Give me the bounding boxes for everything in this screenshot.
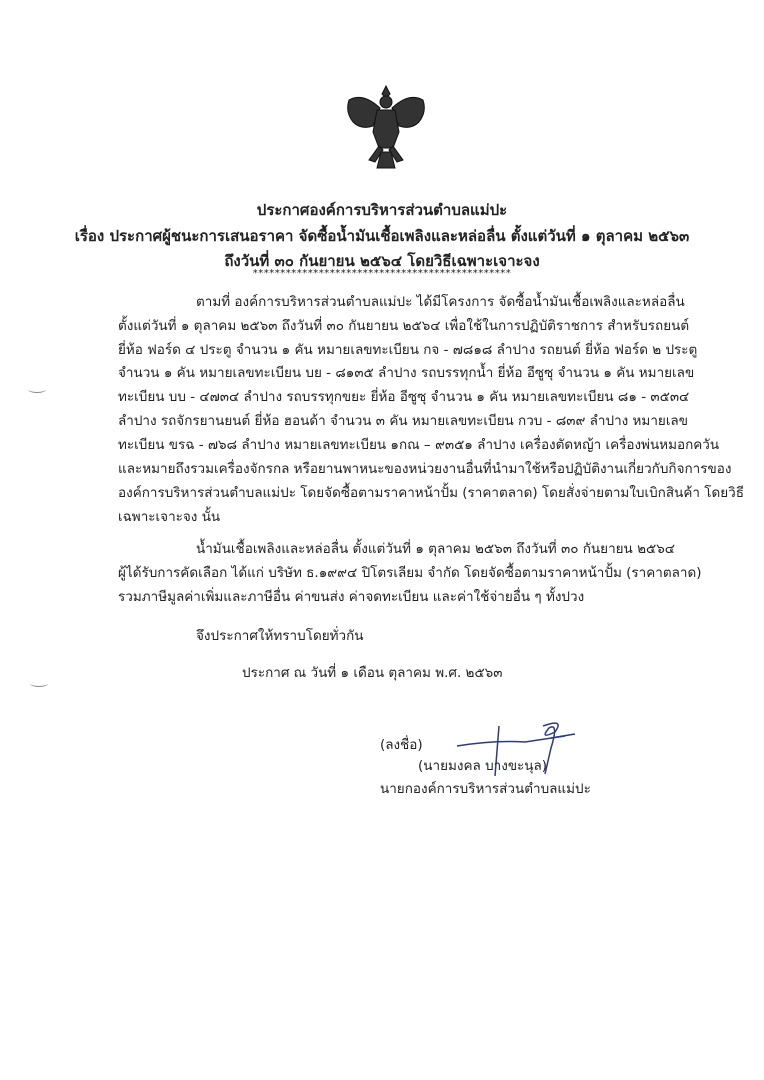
paragraph1-line: ลำปาง รถจักรยานยนต์ ยี่ห้อ ฮอนด้า จำนวน ๓ คัน หมายเลขทะเบียน กวบ - ๘๓๙ ลำปาง หมายเลข bbox=[118, 413, 688, 429]
paragraph1-line: ทะเบียน บบ - ๔๗๓๔ ลำปาง รถบรรทุกขยะ ยี่ห้อ อีซูซุ จำนวน ๑ คัน หมายเลขทะเบียน ๘๑ - ๓๕๓๔ bbox=[118, 389, 690, 405]
paragraph1-line: จำนวน ๑ คัน หมายเลขทะเบียน บย - ๘๑๓๕ ลำปาง รถบรรทุกน้ำ ยี่ห้อ อีซูซุ จำนวน ๑ คัน หมายเลข bbox=[118, 365, 695, 381]
paragraph1-line: องค์การบริหารส่วนตำบลแม่ปะ โดยจัดซื้อตามราคาหน้าปั้ม (ราคาตลาด) โดยสั่งจ่ายตามใบเบิกสินค้า โดยวิธี bbox=[118, 485, 744, 501]
announcement-date: ประกาศ ณ วันที่ ๑ เดือน ตุลาคม พ.ศ. ๒๕๖๓ bbox=[242, 665, 503, 681]
sign-label: (ลงชื่อ) bbox=[380, 737, 423, 753]
subject-line-1: เรื่อง ประกาศผู้ชนะการเสนอราคา จัดซื้อน้ำมันเชื้อเพลิงและหล่อลื่น ตั้งแต่วันที่ ๑ ตุลาคม ๒๕๖๓ bbox=[74, 227, 690, 245]
subject-line-2: ถึงวันที่ ๓๐ กันยายน ๒๕๖๔ โดยวิธีเฉพาะเจาะจง bbox=[224, 252, 540, 270]
paragraph1-line: ทะเบียน ขรฉ - ๗๖๘ ลำปาง หมายเลขทะเบียน ๑กณ – ๙๓๕๑ ลำปาง เครื่องตัดหญ้า เครื่องพ่นหมอกควัน bbox=[118, 437, 720, 453]
paragraph1-line: และหมายถึงรวมเครื่องจักรกล หรือยานพาหนะของหน่วยงานอื่นที่นำมาใช้หรือปฏิบัติงานเกี่ยวกับกิจการของ bbox=[118, 461, 732, 477]
closing-statement: จึงประกาศให้ทราบโดยทั่วกัน bbox=[196, 628, 364, 644]
paragraph2-line: น้ำมันเชื้อเพลิงและหล่อลื่น ตั้งแต่วันที่ ๑ ตุลาคม ๒๕๖๓ ถึงวันที่ ๓๐ กันยายน ๒๕๖๔ bbox=[196, 541, 675, 557]
paragraph2-line: ผู้ได้รับการคัดเลือก ได้แก่ บริษัท ธ.๑๙๙๔ ปิโตรเลียม จำกัด โดยจัดซื้อตามราคาหน้าปั้ม (ราคาตลาด) bbox=[118, 565, 702, 581]
scan-mark bbox=[28, 386, 46, 393]
signatory-position: นายกองค์การบริหารส่วนตำบลแม่ปะ bbox=[380, 781, 591, 797]
document-title: ประกาศองค์การบริหารส่วนตำบลแม่ปะ bbox=[256, 201, 508, 219]
garuda-emblem-icon bbox=[343, 82, 429, 172]
paragraph2-line: รวมภาษีมูลค่าเพิ่มและภาษีอื่น ค่าขนส่ง ค่าจดทะเบียน และค่าใช้จ่ายอื่น ๆ ทั้งปวง bbox=[118, 589, 585, 605]
separator: *********************************************** bbox=[252, 268, 512, 279]
scan-mark bbox=[30, 680, 48, 687]
paragraph1-line: ตามที่ องค์การบริหารส่วนตำบลแม่ปะ ได้มีโครงการ จัดซื้อน้ำมันเชื้อเพลิงและหล่อลื่น bbox=[196, 294, 685, 310]
paragraph1-line: เฉพาะเจาะจง นั้น bbox=[118, 509, 221, 525]
signatory-name: (นายมงคล บางขะนุล) bbox=[418, 758, 548, 774]
paragraph1-line: ยี่ห้อ ฟอร์ด ๔ ประตู จำนวน ๑ คัน หมายเลขทะเบียน กจ - ๗๘๑๘ ลำปาง รถยนต์ ยี่ห้อ ฟอร์ด ๒ ประตู bbox=[118, 342, 698, 358]
paragraph1-line: ตั้งแต่วันที่ ๑ ตุลาคม ๒๕๖๓ ถึงวันที่ ๓๐ กันยายน ๒๕๖๔ เพื่อใช้ในการปฏิบัติราชการ สำหรับรถยนต์ bbox=[118, 318, 690, 334]
